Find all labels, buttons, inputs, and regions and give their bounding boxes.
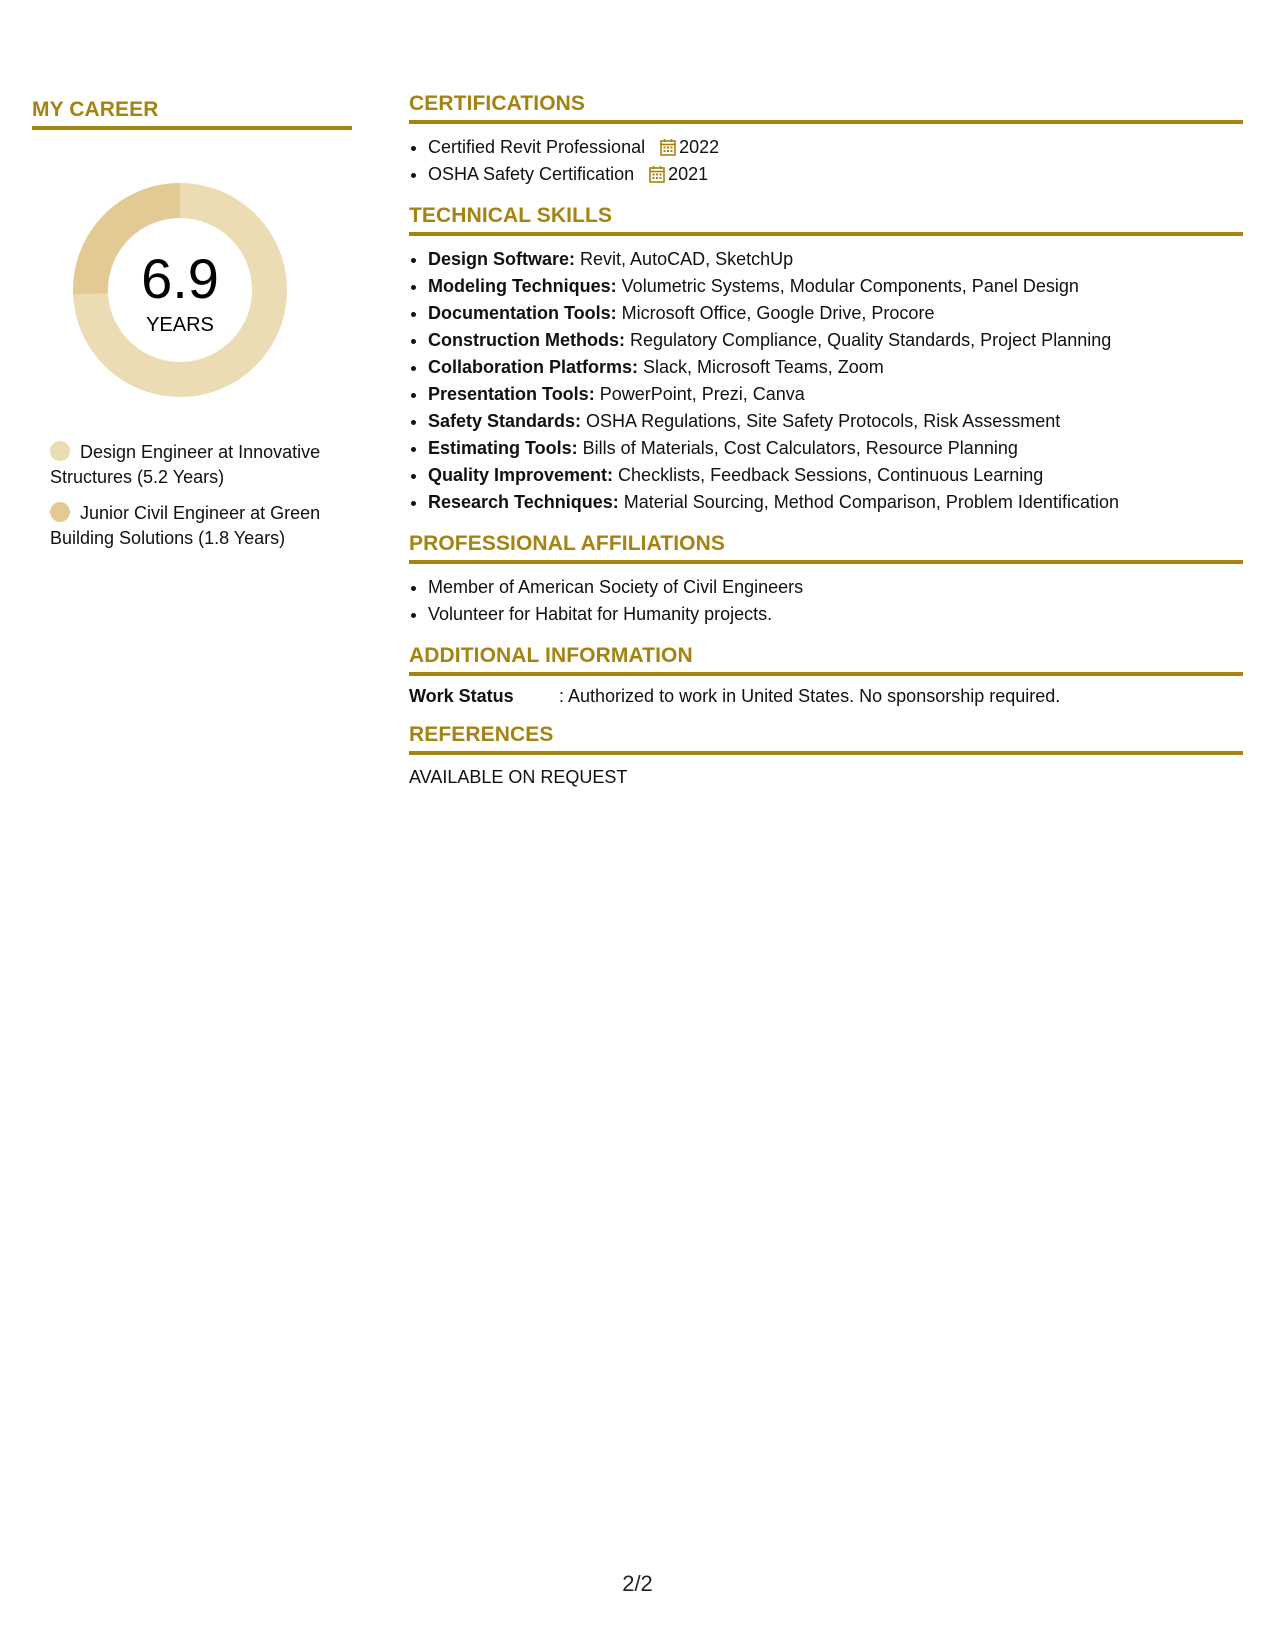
certification-name: OSHA Safety Certification: [428, 164, 635, 184]
skill-item: [428, 435, 1243, 462]
skill-value: Microsoft Office, Google Drive, Procore: [616, 303, 935, 323]
skills-title: TECHNICAL SKILLS: [409, 204, 1243, 236]
skill-label: Modeling Techniques:: [428, 276, 617, 296]
skill-value: Volumetric Systems, Modular Components, Panel Design: [616, 276, 1079, 296]
skill-item: [428, 273, 1243, 300]
calendar-icon: [649, 165, 665, 183]
skill-item: [428, 300, 1243, 327]
skill-label: Research Techniques:: [428, 492, 619, 512]
career-legend: [50, 440, 340, 550]
affiliations-title: PROFESSIONAL AFFILIATIONS: [409, 532, 1243, 564]
legend-dot-icon: [50, 502, 70, 522]
skills-section: [409, 204, 1243, 516]
skill-item: [428, 489, 1243, 516]
certification-item: [428, 161, 1243, 188]
skill-item: [428, 246, 1243, 273]
skill-label: Quality Improvement:: [428, 465, 614, 485]
work-status-label: Work Status: [409, 686, 514, 706]
references-text: AVAILABLE ON REQUEST: [409, 767, 628, 787]
work-status-value: : Authorized to work in United States. No sponsorship required.: [559, 686, 1061, 706]
career-legend-item: [50, 440, 340, 489]
career-legend-item: [50, 501, 340, 550]
right-column: [409, 92, 1243, 804]
skill-value: PowerPoint, Prezi, Canva: [594, 384, 805, 404]
affiliations-section: [409, 532, 1243, 628]
skill-item: [428, 408, 1243, 435]
skills-list: [409, 246, 1243, 516]
skill-value: Bills of Materials, Cost Calculators, Resource Planning: [577, 438, 1018, 458]
left-column: [32, 92, 352, 562]
skill-value: Material Sourcing, Method Comparison, Problem Identification: [618, 492, 1119, 512]
career-total-unit: YEARS: [146, 314, 214, 336]
certification-item: [428, 134, 1243, 161]
skill-value: Revit, AutoCAD, SketchUp: [575, 249, 794, 269]
skill-label: Estimating Tools:: [428, 438, 578, 458]
skill-label: Documentation Tools:: [428, 303, 617, 323]
certifications-list: [409, 134, 1243, 188]
career-total-value: 6.9: [141, 247, 219, 310]
career-donut-chart: [66, 176, 294, 404]
work-status-row: [409, 686, 1243, 707]
career-legend-label: Junior Civil Engineer at Green Building Solutions (1.8 Years): [50, 503, 321, 548]
career-section-title: MY CAREER: [32, 92, 352, 130]
career-legend-label: Design Engineer at Innovative Structures (5.2 Years): [50, 442, 321, 487]
skill-item: [428, 327, 1243, 354]
affiliations-list: [409, 574, 1243, 628]
skill-value: Regulatory Compliance, Quality Standards, Project Planning: [624, 330, 1112, 350]
affiliation-item: • Volunteer for Habitat for Humanity projects.: [428, 601, 1243, 628]
skill-item: [428, 462, 1243, 489]
certification-name: Certified Revit Professional: [428, 137, 646, 157]
skill-item: [428, 354, 1243, 381]
affiliation-item: • Member of American Society of Civil Engineers: [428, 574, 1243, 601]
skill-label: Safety Standards:: [428, 411, 582, 431]
skill-label: Design Software:: [428, 249, 576, 269]
calendar-icon: [660, 138, 676, 156]
skill-value: Slack, Microsoft Teams, Zoom: [638, 357, 884, 377]
legend-dot-icon: [50, 441, 70, 461]
additional-section: [409, 644, 1243, 707]
certification-year: 2022: [679, 137, 720, 157]
skill-label: Collaboration Platforms:: [428, 357, 639, 377]
references-title: REFERENCES: [409, 723, 1243, 755]
skill-item: [428, 381, 1243, 408]
references-section: [409, 723, 1243, 788]
certifications-section: [409, 92, 1243, 188]
skill-value: OSHA Regulations, Site Safety Protocols, Risk Assessment: [581, 411, 1061, 431]
skill-label: Construction Methods:: [428, 330, 625, 350]
certification-year: 2021: [668, 164, 709, 184]
certifications-title: CERTIFICATIONS: [409, 92, 1243, 124]
additional-title: ADDITIONAL INFORMATION: [409, 644, 1243, 676]
skill-value: Checklists, Feedback Sessions, Continuous Learning: [613, 465, 1044, 485]
skill-label: Presentation Tools:: [428, 384, 595, 404]
page-number: 2/2: [622, 1571, 653, 1596]
